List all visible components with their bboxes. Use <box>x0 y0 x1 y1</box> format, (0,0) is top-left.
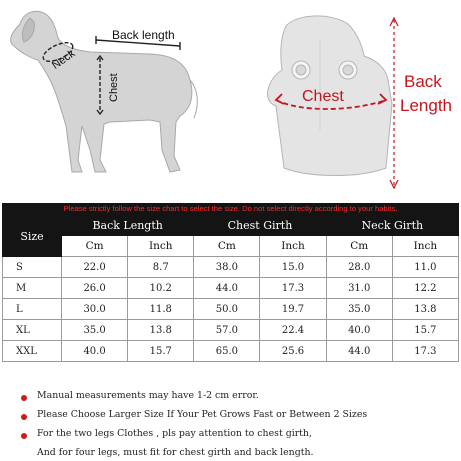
table-cell: 15.0 <box>260 257 326 278</box>
back-length-label: Back length <box>112 28 175 42</box>
unit-header: Cm <box>62 236 128 257</box>
table-cell: 38.0 <box>194 257 260 278</box>
table-cell: 65.0 <box>194 341 260 362</box>
table-cell: 25.6 <box>260 341 326 362</box>
coat-chest-label: Chest <box>302 88 344 105</box>
table-cell: 50.0 <box>194 299 260 320</box>
table-row <box>3 320 459 341</box>
table-cell: 11.0 <box>392 257 458 278</box>
size-cell: S <box>3 257 62 278</box>
group-header-back-length: Back Length <box>62 216 194 236</box>
unit-header: Inch <box>128 236 194 257</box>
table-cell: 13.8 <box>392 299 458 320</box>
size-table <box>2 215 459 362</box>
bullet-icon <box>21 414 27 420</box>
unit-header: Inch <box>392 236 458 257</box>
group-header-row <box>3 216 459 236</box>
neck-label: Neck <box>50 47 78 72</box>
bullet-icon <box>21 433 27 439</box>
table-cell: 31.0 <box>326 278 392 299</box>
table-cell: 12.2 <box>392 278 458 299</box>
table-row <box>3 299 459 320</box>
table-cell: 26.0 <box>62 278 128 299</box>
table-cell: 11.8 <box>128 299 194 320</box>
size-cell: M <box>3 278 62 299</box>
size-header: Size <box>3 216 62 257</box>
table-cell: 8.7 <box>128 257 194 278</box>
group-header-neck-girth: Neck Girth <box>326 216 458 236</box>
diagram-artwork <box>0 0 461 196</box>
table-cell: 44.0 <box>194 278 260 299</box>
table-row <box>3 257 459 278</box>
chest-label: Chest <box>108 73 120 102</box>
unit-header: Cm <box>194 236 260 257</box>
bullet-icon <box>21 395 27 401</box>
table-cell: 13.8 <box>128 320 194 341</box>
table-cell: 28.0 <box>326 257 392 278</box>
table-cell: 19.7 <box>260 299 326 320</box>
table-cell: 10.2 <box>128 278 194 299</box>
group-header-chest-girth: Chest Girth <box>194 216 326 236</box>
table-cell: 15.7 <box>392 320 458 341</box>
coat-back-label-line1: Back <box>404 72 442 91</box>
note-item: Manual measurements may have 1-2 cm error. <box>37 390 259 401</box>
size-chart-notice: Please strictly follow the size chart to select the size. Do not select directly according to your habits. <box>2 203 459 215</box>
measurement-diagrams <box>0 0 461 196</box>
table-cell: 57.0 <box>194 320 260 341</box>
note-item: And for four legs, must fit for chest girth and back length. <box>37 447 314 458</box>
coat-back-label-line2: Length <box>400 96 452 115</box>
table-cell: 22.0 <box>62 257 128 278</box>
table-cell: 22.4 <box>260 320 326 341</box>
table-cell: 17.3 <box>260 278 326 299</box>
note-item: For the two legs Clothes , pls pay attention to chest girth, <box>37 428 312 439</box>
table-cell: 35.0 <box>62 320 128 341</box>
unit-header-row <box>3 236 459 257</box>
size-cell: L <box>3 299 62 320</box>
table-cell: 44.0 <box>326 341 392 362</box>
size-cell: XXL <box>3 341 62 362</box>
table-row <box>3 278 459 299</box>
note-item: Please Choose Larger Size If Your Pet Grows Fast or Between 2 Sizes <box>37 409 368 420</box>
unit-header: Cm <box>326 236 392 257</box>
table-cell: 35.0 <box>326 299 392 320</box>
table-cell: 15.7 <box>128 341 194 362</box>
table-cell: 40.0 <box>326 320 392 341</box>
table-row <box>3 341 459 362</box>
unit-header: Inch <box>260 236 326 257</box>
table-cell: 30.0 <box>62 299 128 320</box>
table-cell: 40.0 <box>62 341 128 362</box>
size-chart <box>2 203 459 362</box>
table-cell: 17.3 <box>392 341 458 362</box>
size-cell: XL <box>3 320 62 341</box>
